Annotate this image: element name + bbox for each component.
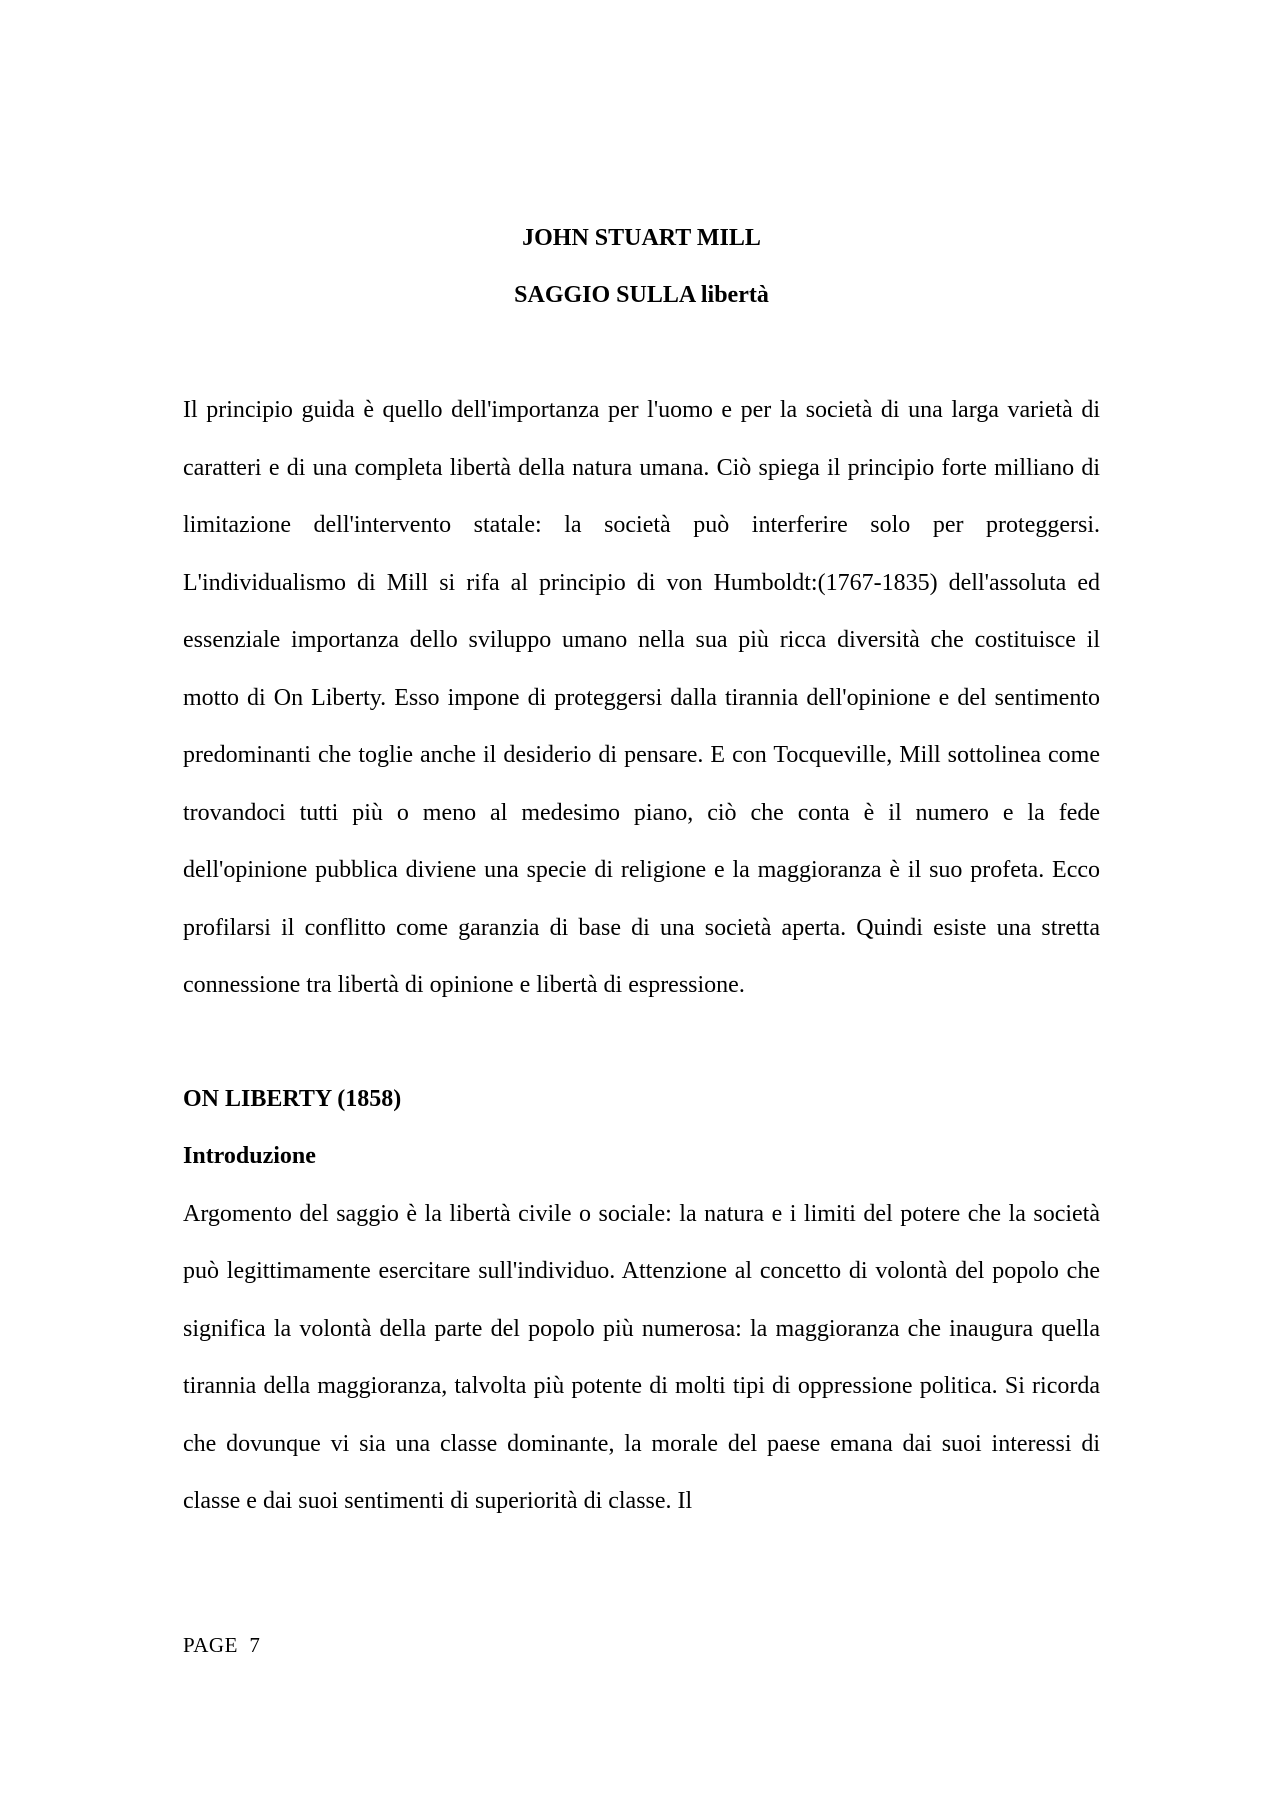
title-author: JOHN STUART MILL (522, 225, 761, 251)
document-title (183, 210, 1100, 324)
title-work: SAGGIO SULLA libertà (514, 282, 769, 308)
section-heading: ON LIBERTY (1858) (183, 1085, 402, 1112)
subsection-heading: Introduzione (183, 1143, 316, 1169)
page-content (183, 210, 1100, 1531)
page-number: PAGE 7 (183, 1633, 261, 1657)
spacer (183, 324, 1100, 382)
body-paragraph: Argomento del saggio è la libertà civile o sociale: la natura e i limiti del potere che la società può legittimamente esercitare sull'individuo. Attenzione al concetto di volontà del popolo che significa la volontà della parte del popolo più numerosa: la maggioranza che inaugura quella tirannia della maggioranza, talvolta più potente di molti tipi di oppressione politica. Si ricorda che dovunque vi sia una classe dominante, la morale del paese emana dai suoi interessi di classe e dai suoi sentimenti di superiorità di classe. Il (183, 1200, 1100, 1514)
intro-paragraph: Il principio guida è quello dell'importanza per l'uomo e per la società di una larga varietà di caratteri e di una completa libertà della natura umana. Ciò spiega il principio forte milliano di limitazione dell'intervento statale: la società può interferire solo per proteggersi. L'individualismo di Mill si rifa al principio di von Humboldt:(1767-1835) dell'assoluta ed essenziale importanza dello sviluppo umano nella sua più ricca diversità che costituisce il motto di On Liberty. Esso impone di proteggersi dalla tirannia dell'opinione e del sentimento predominanti che toglie anche il desiderio di pensare. E con Tocqueville, Mill sottolinea come trovandoci tutti più o meno al medesimo piano, ciò che conta è il numero e la fede dell'opinione pubblica diviene una specie di religione e la maggioranza è il suo profeta. Ecco profilarsi il conflitto come garanzia di base di una società aperta. Quindi esiste una stretta connessione tra libertà di opinione e libertà di espressione. (183, 397, 1100, 998)
page-footer (183, 1630, 260, 1660)
spacer (183, 1015, 1100, 1071)
